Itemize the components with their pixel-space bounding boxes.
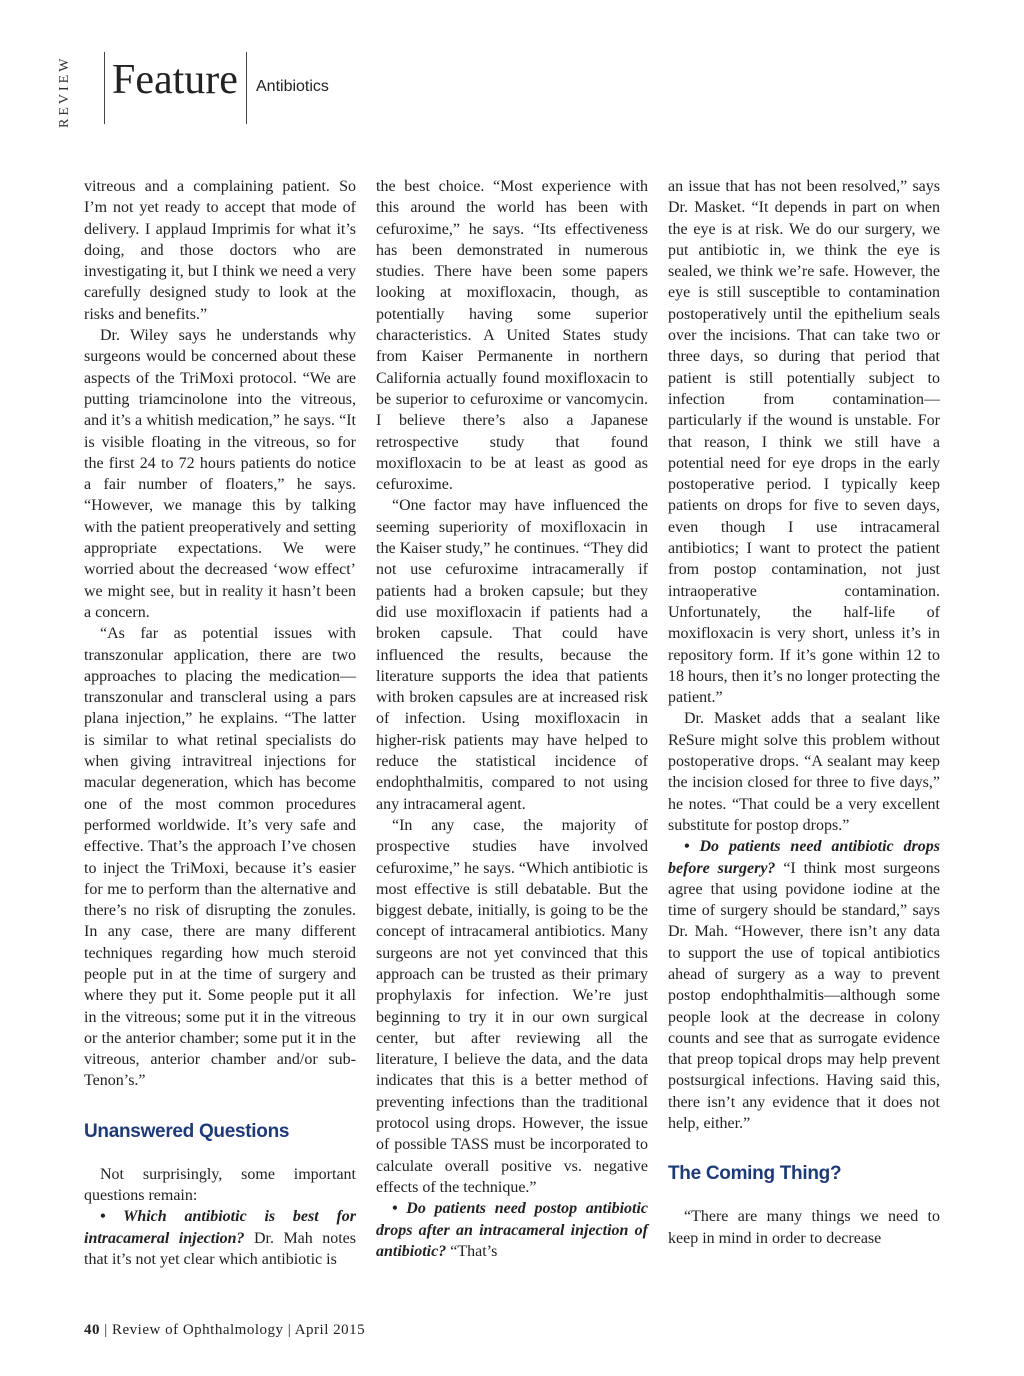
question-text: • Which antibiotic is best for intracameral injection? bbox=[84, 1208, 356, 1247]
paragraph: the best choice. “Most experience with this around the world has been with cefuroxime,” he says. “Its effectiveness has been demonstrated in numerous studies. There have been some papers looking at moxifloxacin, though, as potentially having some superior characteristics. A United States study from Kaiser Permanente in northern California actually found moxifloxacin to be superior to cefuroxime or vancomycin. I believe there’s also a Japanese retrospective study that found moxifloxacin to be at least as good as cefuroxime. bbox=[376, 178, 648, 494]
paragraph: vitreous and a complaining patient. So I’m not yet ready to accept that mode of delivery. I applaud Imprimis for what it’s doing, and those doctors who are investigating it, but I think we need a very carefully designed study to look at the risks and benefits.” bbox=[84, 178, 356, 323]
section-heading: The Coming Thing? bbox=[668, 1163, 842, 1185]
section-heading: Unanswered Questions bbox=[84, 1120, 290, 1142]
paragraph: an issue that has not been resolved,” says Dr. Masket. “It depends in part on when the eye is at risk. We do our surgery, we put antibiotic in, we think the eye is sealed, we think we’re safe. However, the eye is still susceptible to contamination postoperatively until the epithelium seals over the incisions. That can take two or three days, so during that period that patient is still potentially subject to infection from contamination—particularly if the wound is unstable. For that reason, I think we still have a potential need for eye drops in the early postoperative period. I typically keep patients on drops for five to seven days, even though I use intracameral antibiotics; I want to protect the patient from postop contamination, not just intraoperative contamination. Unfortunately, the half-life of moxifloxacin is very short, unless it’s in repository form. If it’s gone within 12 to 18 hours, then it’s no longer protecting the patient.” bbox=[668, 178, 940, 707]
feature-label: Feature bbox=[112, 57, 238, 103]
paragraph: “There are many things we need to keep in mind in order to decrease bbox=[668, 1208, 940, 1247]
question-text: • Do patients need postop antibiotic drops after an intracameral injection of antibiotic? bbox=[376, 1200, 648, 1260]
section-label: Antibiotics bbox=[256, 78, 329, 95]
paragraph-text: Dr. Mah notes that it’s not yet clear which antibiotic is bbox=[84, 1229, 356, 1268]
paragraph: “As far as potential issues with transzonular application, there are two approaches to placing the medication—transzonular and transcleral using a pars plana injection,” he explains. “The latter is similar to what retinal specialists do when giving intravitreal injections for macular degeneration, which has become one of the most common procedures performed worldwide. It’s very safe and effective. That’s the approach I’ve chosen to inject the TriMoxi, because it’s easier for me to perform than the alternative and there’s no risk of disrupting the zonules. In any case, there are many different techniques regarding how much steroid people put in at the time of surgery and where they put it. Some people put it all in the vitreous; some put it in the vitreous or the anterior chamber; some put it in the vitreous, anterior chamber and/or sub-Tenon’s.” bbox=[84, 625, 356, 1090]
question-paragraph bbox=[376, 1198, 648, 1262]
text-column-3 bbox=[668, 176, 940, 1249]
issue-date: April 2015 bbox=[294, 1322, 366, 1338]
question-paragraph bbox=[84, 1206, 356, 1270]
paragraph-text: “I think most surgeons agree that using povidone iodine at the time of surgery should be standard,” says Dr. Mah. “However, there isn’t any data to support the use of topical antibiotics ahead of surgery as a way to prevent postop endophthalmitis—although some people look at the decrease in colony counts and see that as surrogate evidence that preop topical drops may help prevent postsurgical infections. Having said this, there isn’t any evidence that it does not help, either.” bbox=[668, 859, 941, 1133]
text-column-2 bbox=[376, 176, 648, 1262]
page-header bbox=[0, 0, 1024, 140]
paragraph: Not surprisingly, some important questions remain: bbox=[84, 1165, 356, 1205]
paragraph: “One factor may have influenced the seeming superiority of moxifloxacin in the Kaiser study,” he continues. “They did not use cefuroxime intracamerally if patients had a broken capsule; but they did use moxifloxacin if patients had a broken capsule. That could have influenced the results, because the literature supports the idea that patients with broken capsules are at increased risk of infection. Using moxifloxacin in higher-risk patients may have helped to reduce the statistical incidence of endophthalmitis, compared to not using any intracameral agent. bbox=[376, 497, 648, 813]
footer-separator: | bbox=[104, 1322, 108, 1338]
question-text: • Do patients need antibiotic drops before surgery? bbox=[668, 838, 940, 877]
review-vertical-label: REVIEW bbox=[57, 55, 72, 128]
footer-separator: | bbox=[287, 1322, 292, 1338]
page-footer bbox=[84, 1322, 365, 1339]
magazine-name: Review of Ophthalmology bbox=[112, 1322, 284, 1338]
paragraph: Dr. Masket adds that a sealant like ReSure might solve this problem without postoperative drops. “A sealant may keep the incision closed for three to five days,” he notes. “That could be a very excellent substitute for postop drops.” bbox=[668, 710, 940, 834]
header-divider bbox=[104, 52, 105, 124]
question-paragraph bbox=[668, 836, 940, 1134]
paragraph: “In any case, the majority of prospective studies have involved cefuroxime,” he says. “Which antibiotic is most effective is still debatable. But the biggest debate, initially, is going to be the concept of intracameral antibiotics. Many surgeons are not yet convinced that this approach can be trusted as their primary prophylaxis for infection. We’re just beginning to try it in our own surgical center, but after reviewing all the literature, I believe the data, and the data indicates that this is a better method of preventing infections than the traditional protocol using drops. However, the issue of possible TASS must be incorporated to calculate overall positive vs. negative effects of the technique.” bbox=[376, 816, 648, 1196]
paragraph-text: “That’s bbox=[446, 1242, 498, 1260]
header-divider bbox=[246, 52, 247, 124]
text-column-1 bbox=[84, 176, 356, 1270]
page-number: 40 bbox=[84, 1322, 100, 1338]
paragraph: Dr. Wiley says he understands why surgeons would be concerned about these aspects of the TriMoxi protocol. “We are putting triamcinolone into the vitreous, and it’s a whitish medication,” he says. “It is visible floating in the vitreous, so for the first 24 to 72 hours patients do notice a fair number of floaters,” he says. “However, we manage this by talking with the patient preoperatively and setting appropriate expectations. We were worried about the decreased ‘wow effect’ we might see, but in reality it hasn’t been a concern. bbox=[84, 327, 356, 621]
